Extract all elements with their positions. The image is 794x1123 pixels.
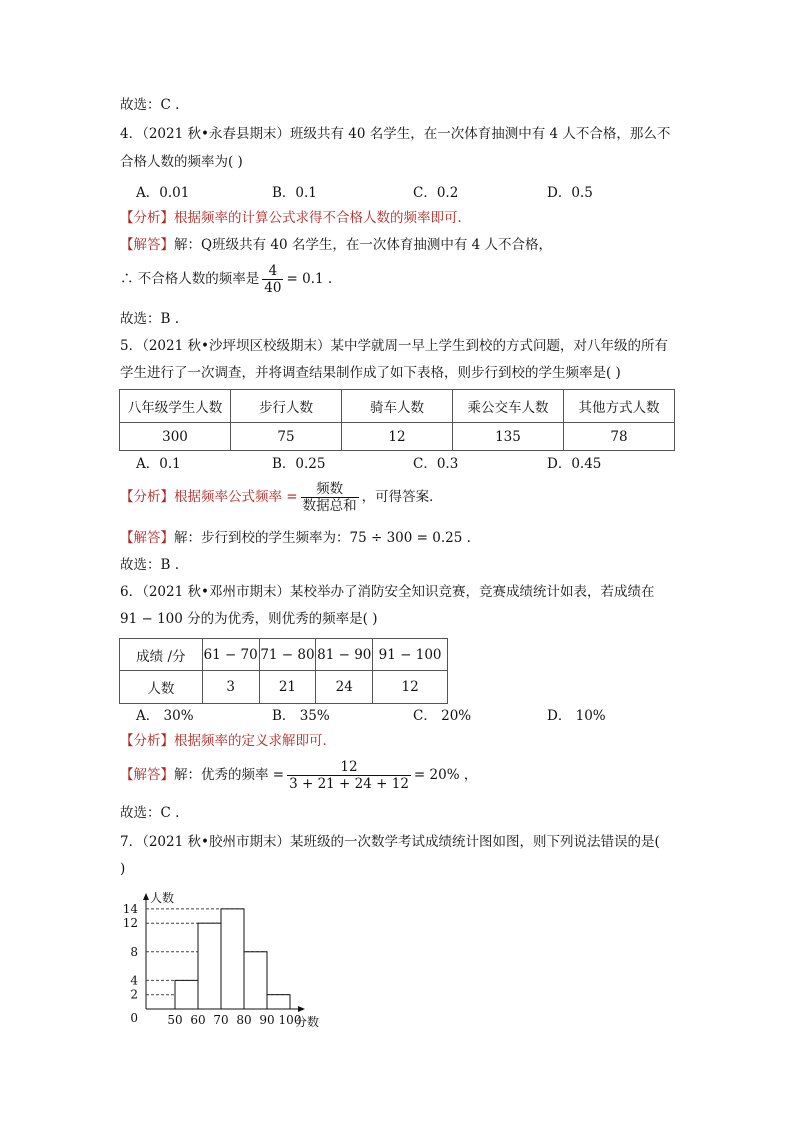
q5-option-d: D．0.45 xyxy=(547,456,602,472)
q6-table-header-row xyxy=(120,639,448,671)
q5-analysis-tag: 【分析】 xyxy=(120,489,174,505)
chart-x-ticks xyxy=(167,1013,301,1027)
bar-60-70 xyxy=(198,923,221,1009)
q5-header-cell: 八年级学生人数 xyxy=(120,390,231,423)
bar-70-80 xyxy=(221,909,244,1009)
q4-analysis-tag: 【分析】 xyxy=(120,210,174,226)
q4-conclusion: 故选：B . xyxy=(120,311,180,327)
x-axis-arrow xyxy=(298,1006,305,1012)
q5-stem-line1: 5．（2021 秋•沙坪坝区校级期末）某中学就周一早上学生到校的方式问题，对八年级的所有 xyxy=(120,338,668,354)
q6-conclusion: 故选：C . xyxy=(120,805,180,821)
q5-fraction-den: 数据总和 xyxy=(302,498,357,514)
score-histogram xyxy=(112,888,342,1028)
q5-header-cell: 其他方式人数 xyxy=(564,390,675,423)
q5-stem-line2: 学生进行了一次调查，并将调查结果制作成了如下表格，则步行到校的学生频率是( ) xyxy=(120,365,621,381)
y-tick-label-14: 14 xyxy=(122,901,138,916)
bar-90-100 xyxy=(267,995,290,1009)
chart-x-label: 分数 xyxy=(295,1015,320,1028)
x-tick-label-60: 60 xyxy=(190,1013,206,1027)
q6-analysis-tag: 【分析】 xyxy=(120,733,174,749)
q4-fraction xyxy=(262,263,283,296)
q6-fraction-den: 3 + 21 + 24 + 12 xyxy=(289,776,409,792)
q4-analysis-text: 根据频率的计算公式求得不合格人数的频率即可． xyxy=(174,210,471,226)
q5-answer-tag: 【解答】 xyxy=(120,530,174,546)
q6-option-b: B． 35% xyxy=(272,708,330,724)
q6-row-label: 人数 xyxy=(120,671,203,704)
q5-options xyxy=(136,452,696,472)
q6-options xyxy=(136,704,696,724)
q4-stem-line1: 4．（2021 秋•永春县期末）班级共有 40 名学生，在一次体育抽测中有 4 人不合格，那么不 xyxy=(120,126,671,142)
q4-option-c: C．0.2 xyxy=(413,185,459,201)
q5-value-cell: 78 xyxy=(564,423,675,451)
q6-value-cell: 3 xyxy=(202,671,259,704)
q4-option-d: D．0.5 xyxy=(547,185,593,201)
q6-fraction-num: 12 xyxy=(287,759,411,776)
q7-stem-line1: 7．（2021 秋•胶州市期末）某班级的一次数学考试成绩统计图如图，则下列说法错误的是( xyxy=(120,834,660,850)
q6-header-cell: 61 − 70 xyxy=(202,639,259,671)
y-tick-label-8: 8 xyxy=(130,944,138,959)
q6-header-cell: 81 − 90 xyxy=(316,639,373,671)
q5-table-value-row xyxy=(120,423,675,451)
q6-option-a: A． 30% xyxy=(136,708,194,724)
x-tick-label-100: 100 xyxy=(278,1013,302,1027)
q5-fraction xyxy=(301,481,359,514)
y-tick-label-0: 0 xyxy=(130,1011,138,1025)
y-tick-label-2: 2 xyxy=(130,987,138,1002)
q5-value-cell: 300 xyxy=(120,423,231,451)
q6-answer xyxy=(120,758,477,792)
q5-conclusion: 故选：B . xyxy=(120,557,180,573)
x-tick-label-70: 70 xyxy=(213,1013,229,1027)
q5-analysis-pre: 根据频率公式频率 = xyxy=(174,489,298,505)
x-tick-label-50: 50 xyxy=(167,1013,183,1027)
q6-answer-post: = 20% ， xyxy=(413,767,478,783)
q5-fraction-num: 频数 xyxy=(301,481,359,498)
q6-table xyxy=(119,638,448,704)
q4-option-b: B．0.1 xyxy=(272,185,317,201)
q5-header-cell: 乘公交车人数 xyxy=(452,390,563,423)
q3-conclusion: 故选：C . xyxy=(120,97,180,113)
q6-table-value-row xyxy=(120,671,448,704)
q5-analysis xyxy=(120,480,443,514)
q6-answer-tag: 【解答】 xyxy=(120,767,174,783)
q6-header-cell: 91 − 100 xyxy=(373,639,448,671)
q5-value-cell: 135 xyxy=(452,423,563,451)
q4-answer-tag: 【解答】 xyxy=(120,237,174,253)
chart-bars xyxy=(175,909,290,1009)
q5-table xyxy=(119,389,675,451)
bar-80-90 xyxy=(244,952,267,1009)
q4-answer-line2-post: = 0.1 . xyxy=(286,271,333,287)
q4-answer-text: 解：Q班级共有 40 名学生，在一次体育抽测中有 4 人不合格， xyxy=(174,237,552,253)
q5-value-cell: 12 xyxy=(342,423,453,451)
q6-header-cell: 71 − 80 xyxy=(259,639,316,671)
q4-option-a: A．0.01 xyxy=(136,185,190,201)
q5-answer-text: 解：步行到校的学生频率为：75 ÷ 300 = 0.25 . xyxy=(174,530,471,546)
q6-header-cell: 成绩 /分 xyxy=(120,639,203,671)
q6-analysis xyxy=(120,731,336,751)
q7-stem-line2: ) xyxy=(120,861,126,877)
q5-header-cell: 骑车人数 xyxy=(342,390,453,423)
q5-option-a: A．0.1 xyxy=(136,456,181,472)
q5-analysis-post: ，可得答案． xyxy=(361,489,443,505)
q6-stem-line1: 6．（2021 秋•邓州市期末）某校举办了消防安全知识竞赛，竞赛成绩统计如表，若成绩在 xyxy=(120,584,655,600)
bar-50-60 xyxy=(175,980,198,1009)
q5-header-cell: 步行人数 xyxy=(231,390,342,423)
y-tick-label-12: 12 xyxy=(122,916,138,931)
q6-fraction xyxy=(287,759,411,792)
q4-analysis xyxy=(120,208,471,228)
q6-option-d: D． 10% xyxy=(547,708,606,724)
q6-analysis-text: 根据频率的定义求解即可． xyxy=(174,733,336,749)
q4-fraction-num: 4 xyxy=(262,263,283,280)
chart-y-label: 人数 xyxy=(150,891,175,905)
q6-option-c: C． 20% xyxy=(413,708,472,724)
q6-value-cell: 12 xyxy=(373,671,448,704)
q6-stem-line2: 91 − 100 分的为优秀，则优秀的频率是( ) xyxy=(120,611,378,627)
q5-table-header-row xyxy=(120,390,675,423)
x-tick-label-90: 90 xyxy=(259,1013,275,1027)
q6-answer-pre: 解：优秀的频率 = xyxy=(174,767,285,783)
q5-option-c: C．0.3 xyxy=(413,456,459,472)
q4-options xyxy=(136,181,696,201)
q4-fraction-den: 40 xyxy=(264,280,282,296)
q4-stem-line2: 合格人数的频率为( ) xyxy=(120,154,243,170)
y-axis-arrow xyxy=(143,893,149,900)
chart-y-ticks xyxy=(123,902,139,1025)
q6-value-cell: 21 xyxy=(259,671,316,704)
y-tick-label-4: 4 xyxy=(130,973,138,988)
q4-answer-line2-pre: ∴ 不合格人数的频率是 xyxy=(120,271,260,287)
x-tick-label-80: 80 xyxy=(236,1013,252,1027)
q5-answer xyxy=(120,528,471,548)
q4-answer-line1 xyxy=(120,235,552,255)
q6-value-cell: 24 xyxy=(316,671,373,704)
q5-option-b: B．0.25 xyxy=(272,456,326,472)
q4-answer-line2 xyxy=(120,262,332,296)
q5-value-cell: 75 xyxy=(231,423,342,451)
